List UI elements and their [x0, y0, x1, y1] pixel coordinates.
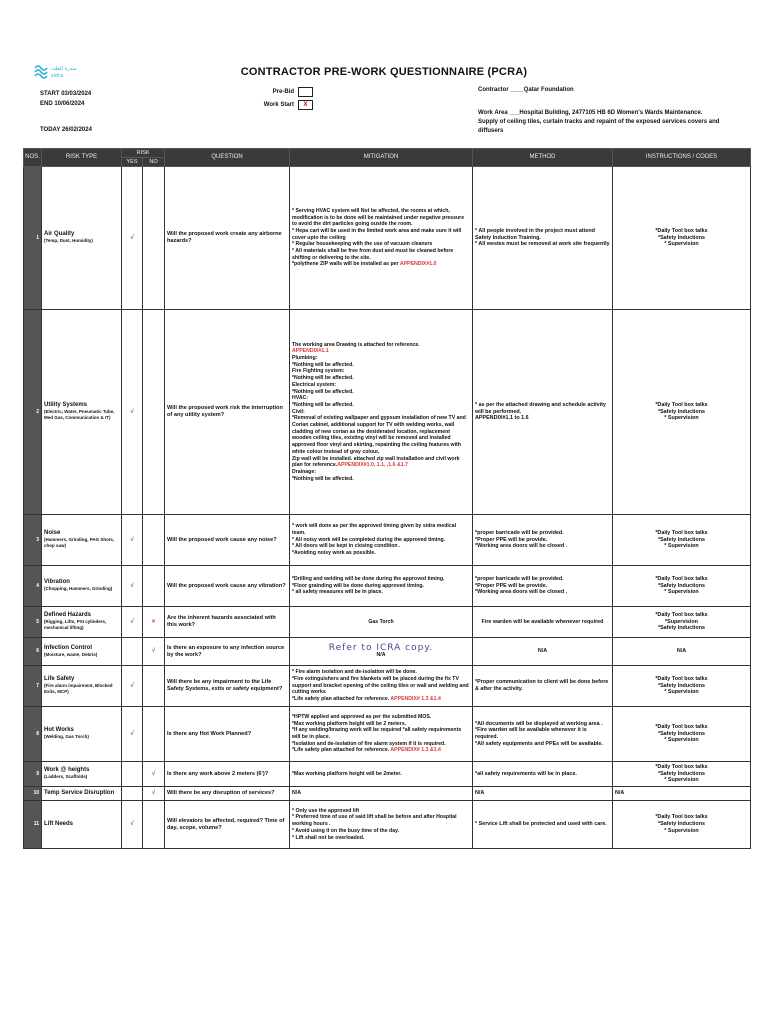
mitigation-tail: *Life safety plan attached for reference.	[292, 696, 391, 703]
mitigation-cell	[290, 167, 473, 310]
end-date: END 10/06/2024	[40, 101, 85, 107]
mitigation-line: *Nothing will be affected.	[292, 475, 354, 482]
row-number: 5	[24, 607, 42, 638]
risk-type-detail: (Electric, Water, Pneumatic Tube, Med Gas, Communication & IT)	[44, 408, 115, 421]
risk-yes-mark: √	[122, 707, 143, 762]
mitigation-line: Civil:	[292, 408, 305, 415]
risk-no-mark	[143, 566, 165, 607]
col-mitigation: MITIGATION	[290, 149, 473, 167]
risk-no-mark	[143, 707, 165, 762]
method-cell	[473, 638, 613, 666]
work-area-line2: Supply of ceiling tiles, curtain tracks and repaint of the exposed services covers and diffusers	[478, 119, 720, 134]
risk-type-cell	[42, 666, 122, 707]
prebid-label: Pre-Bid	[272, 88, 294, 95]
svg-text:sidra: sidra	[51, 73, 64, 79]
mitigation-line: *Nothing will be affected.	[292, 361, 354, 368]
mitigation-cell	[290, 310, 473, 515]
risk-table	[23, 148, 751, 849]
row-number: 8	[24, 707, 42, 762]
method-line: *Working area doors will be closed .	[475, 589, 568, 596]
question-cell: Is there any Hot Work Planned?	[165, 707, 290, 762]
svg-text:سدرة للطب: سدرة للطب	[51, 66, 77, 72]
question-cell: Will the proposed work create any airborne hazards?	[165, 167, 290, 310]
method-line: * All westes must be removed at work site frequently	[475, 241, 610, 248]
instruction-line: * Supervision	[664, 241, 699, 248]
instruction-line: *Daily Tool box talks	[655, 611, 708, 618]
page-title: CONTRACTOR PRE-WORK QUESTIONNAIRE (PCRA)	[240, 66, 528, 78]
col-risk-type: RISK TYPE	[42, 149, 122, 167]
mitigation-line: *Isolation and de-isolation of fire alarm system if it is required.	[292, 740, 446, 747]
instruction-line: *Safety Inductions	[657, 730, 706, 737]
risk-type-name: Work @ heights	[44, 767, 90, 774]
instruction-line: * Supervision	[664, 689, 699, 696]
mitigation-cell	[290, 801, 473, 849]
row-number: 10	[24, 787, 42, 801]
method-line: *Proper communication to client will be done before & after the activity.	[475, 679, 609, 692]
risk-type-detail: (Ladders, Scaffolds)	[44, 774, 88, 779]
mitigation-intro: The working area Drawing is attached for reference.	[292, 341, 420, 348]
table-row	[24, 787, 751, 801]
instruction-line: *Safety Inductions	[657, 821, 706, 828]
instruction-line: * Supervision	[664, 589, 699, 596]
method-line: *Proper PPE will be provide.	[475, 536, 548, 543]
risk-type-cell	[42, 638, 122, 666]
mitigation-line: Plumbing:	[292, 355, 318, 362]
instruction-line: *Safety Inductions	[657, 682, 706, 689]
instructions-cell	[613, 762, 751, 787]
mitigation-line: *Fire extinguishers and fire blankets will be placed during the fix TV support and bracket opening of the ceiling tiles or wall and welding and cutting works	[292, 675, 469, 696]
instruction-line: *Daily Tool box talks	[655, 227, 708, 234]
col-yes: YES	[122, 158, 143, 167]
risk-yes-mark: √	[122, 566, 143, 607]
instruction-line: *Daily Tool box talks	[655, 723, 708, 730]
instruction-line: *Safety Inductions	[657, 625, 706, 632]
instructions-cell	[613, 566, 751, 607]
risk-type-detail: (Temp, Dust, Humidity)	[44, 238, 93, 243]
question-cell: Will there be any disruption of services?	[165, 787, 290, 801]
table-row	[24, 666, 751, 707]
risk-type-cell	[42, 167, 122, 310]
table-row	[24, 638, 751, 666]
question-cell: Will elevators be affected, required? Time of day, scope, volume?	[165, 801, 290, 849]
method-line: * as per the attached drawing and schedule activity will be performed.	[475, 401, 606, 415]
mitigation-cell	[290, 666, 473, 707]
phase-checkboxes	[258, 85, 313, 111]
instructions-cell	[613, 607, 751, 638]
instruction-line: *Safety Inductions	[657, 582, 706, 589]
start-date: START 03/03/2024	[40, 91, 92, 97]
row-number: 3	[24, 515, 42, 566]
question-cell: Is there an exposure to any infection source by the work?	[165, 638, 290, 666]
col-no: NO	[143, 158, 165, 167]
instructions-cell	[613, 707, 751, 762]
risk-yes-mark: √	[122, 666, 143, 707]
question-cell: Is there any work above 2 meters (6')?	[165, 762, 290, 787]
instruction-line: *Safety Inductions	[657, 408, 706, 415]
mitigation-cell	[290, 607, 473, 638]
method-line: APPENDIX#1.1 to 1.6	[475, 415, 529, 422]
work-area	[478, 109, 744, 136]
risk-no-mark	[143, 515, 165, 566]
mitigation-line: *Removal of existing wallpaper and gypsum installation of new TV and Corian cabinet, additional support for TV with welding works, wall cladding of new corian as the desiderated location, replacement wooden ceiling tiles, existing vinyl will be removed and installed approved floor vinyl and skirting, repainting the ceiling features with white colour instead of gray colour,	[292, 415, 466, 455]
mitigation-line: *Nothing will be affected.	[292, 401, 354, 408]
mitigation-line: Drainage:	[292, 468, 316, 475]
method-line: * All people involved in the project must attend Safety Induction Training.	[475, 227, 595, 241]
contractor-field: Contractor ____Qatar Foundation	[478, 87, 574, 93]
risk-no-mark: √	[143, 762, 165, 787]
risk-yes-mark	[122, 638, 143, 666]
mitigation-line	[292, 696, 470, 703]
method-line: *Working area doors will be closed .	[475, 543, 568, 550]
instruction-line: N/A	[676, 648, 687, 655]
question-cell: Will there be any impairment to the Life Safety Systems, exits or safety equipment?	[165, 666, 290, 707]
appendix-ref: APPENDIX#1.0	[399, 261, 437, 268]
instruction-line: *Daily Tool box talks	[655, 401, 708, 408]
risk-no-mark	[143, 310, 165, 515]
workstart-label: Work Start	[263, 101, 294, 108]
col-method: METHOD	[473, 149, 613, 167]
risk-type-detail: (Hammers, Grinding, PAG Shots, chop saw)	[44, 536, 115, 549]
mitigation-line: * All doors will be kept in closing condition .	[292, 543, 401, 550]
risk-type-detail: (Moisture, waste, Debris)	[44, 651, 98, 657]
prebid-checkbox[interactable]	[298, 87, 313, 97]
mitigation-line: HVAC:	[292, 395, 309, 402]
mitigation-cell	[290, 566, 473, 607]
question-cell: Are the inherent hazards associated with this work?	[165, 607, 290, 638]
table-row	[24, 707, 751, 762]
date-block	[40, 89, 91, 109]
instructions-cell	[613, 310, 751, 515]
mitigation-line: *Avoiding noisy work as possible.	[292, 550, 376, 557]
risk-no-mark	[143, 801, 165, 849]
handwritten-note: Refer to ICRA copy.	[328, 642, 434, 653]
risk-type-cell	[42, 566, 122, 607]
risk-type-cell	[42, 707, 122, 762]
row-number: 11	[24, 801, 42, 849]
work-area-line1: Work Area ___Hospital Building, 2477105 HB 6D Women's Wards Maintenance.	[478, 110, 703, 116]
risk-type-name: Vibration	[44, 579, 70, 586]
instruction-line: * Supervision	[664, 543, 699, 550]
mitigation-line: * Fire alarm isolation and de-isolation will be done.	[292, 669, 417, 676]
appendix-ref: APPENDIX# 1.3 &1.4	[390, 747, 441, 754]
risk-yes-mark: √	[122, 607, 143, 638]
risk-type-detail: (Rigging, Lifts, PSI cylinders, mechanical lifting)	[44, 618, 107, 631]
mitigation-line: *Max working platform height will be 2 meters.	[292, 720, 407, 727]
instruction-line: * Supervision	[664, 777, 699, 784]
risk-type-name: Noise	[44, 529, 61, 536]
risk-type-cell	[42, 607, 122, 638]
mitigation-cell	[290, 762, 473, 787]
mitigation-line: * All noisy work will be completed during the approved timing.	[292, 536, 446, 543]
question-cell: Will the proposed work cause any vibration?	[165, 566, 290, 607]
table-row	[24, 515, 751, 566]
mitigation-line	[292, 261, 470, 268]
workstart-checkbox[interactable]: X	[298, 100, 313, 110]
appendix-ref: APPENDIX# 1.3 &1.4	[390, 696, 441, 703]
row-number: 6	[24, 638, 42, 666]
mitigation-line: * Hepa cart will be used in the limited work area and make sure it will cover upto the ceiling	[292, 227, 462, 241]
method-line: *all safety requirements will be in place.	[475, 770, 577, 777]
row-number: 9	[24, 762, 42, 787]
mitigation-line: Fire Fighting system:	[292, 368, 345, 375]
appendix-ref: APPENDIX#1.1	[292, 348, 329, 355]
mitigation-line: * Only use the approved lift	[292, 807, 360, 814]
table-row	[24, 310, 751, 515]
risk-type-cell	[42, 801, 122, 849]
mitigation-line: *HPTW applied and approved as per the submitted MOS.	[292, 713, 432, 720]
method-cell	[473, 707, 613, 762]
mitigation-line: *Nothing will be affected.	[292, 388, 354, 395]
row-number: 7	[24, 666, 42, 707]
risk-no-mark	[143, 167, 165, 310]
row-number: 4	[24, 566, 42, 607]
instruction-line: *Supervision	[665, 618, 698, 625]
method-line: *proper barricade will be provided.	[475, 529, 564, 536]
instruction-line: *Safety Inductions	[657, 770, 706, 777]
method-cell	[473, 801, 613, 849]
question-cell: Will the proposed work cause any noise?	[165, 515, 290, 566]
question-cell: Will the proposed work risk the interruption of any utility system?	[165, 310, 290, 515]
mitigation-value: N/A	[376, 651, 386, 658]
mitigation-line: N/A	[292, 790, 301, 797]
instructions-cell	[613, 666, 751, 707]
method-cell	[473, 167, 613, 310]
table-row	[24, 566, 751, 607]
mitigation-cell	[290, 787, 473, 801]
mitigation-value: Gas Torch	[368, 618, 394, 625]
risk-type-name: Infection Control	[44, 644, 92, 651]
method-cell	[473, 666, 613, 707]
instruction-value: N/A	[615, 790, 625, 797]
mitigation-line: *Floor grainding will be done during approved timing.	[292, 582, 424, 589]
method-line: *All safety equipments and PPEs will be available.	[475, 740, 603, 747]
table-row	[24, 801, 751, 849]
row-number: 1	[24, 167, 42, 310]
risk-type-cell	[42, 310, 122, 515]
method-cell	[473, 515, 613, 566]
method-line: *All documents will be displayed at working area .	[475, 720, 603, 727]
risk-type-cell	[42, 787, 122, 801]
method-line: * Service Lift shall be protected and used with care.	[475, 821, 607, 828]
table-row	[24, 167, 751, 310]
risk-type-cell	[42, 515, 122, 566]
mitigation-tail: *Life safety plan attached for reference.	[292, 747, 391, 754]
mitigation-line: * All materials shall be free from dust and must be cleaned before shifting or delivering to the site.	[292, 248, 454, 261]
risk-no-mark	[143, 666, 165, 707]
table-row	[24, 762, 751, 787]
mitigation-cell	[290, 638, 473, 666]
risk-yes-mark: √	[122, 515, 143, 566]
risk-yes-mark: √	[122, 167, 143, 310]
risk-type-name: Lift Needs	[44, 821, 74, 828]
mitigation-line: * all safety measures will be in place.	[292, 589, 383, 596]
method-cell	[473, 762, 613, 787]
col-question: QUESTION	[165, 149, 290, 167]
mitigation-line: *Max working platform height will be 2meter.	[292, 770, 402, 777]
method-cell	[473, 787, 613, 801]
mitigation-line: Electrical system:	[292, 381, 337, 388]
appendix-ref: APPENDIX#1.0, 1.1, ,1.6 &1.7	[337, 462, 408, 469]
risk-no-mark: ×	[143, 607, 165, 638]
mitigation-line: *Nothing will be affected.	[292, 375, 354, 382]
mitigation-line	[292, 747, 470, 754]
mitigation-tail: *polythene ZIP walls will be installed as per	[292, 261, 400, 268]
method-cell	[473, 566, 613, 607]
instruction-line: *Safety Inductions	[657, 536, 706, 543]
method-line: *Fire warden will be available whenever it is required.	[475, 727, 587, 740]
method-cell	[473, 310, 613, 515]
mitigation-line: * Serving HVAC system will Not be affected, the rooms at which, modification is to be done will be maintained under negative pressure to avoid the dirt particles going ouside the room.	[292, 207, 465, 228]
risk-type-detail: (Welding, Gas Torch)	[44, 734, 89, 739]
instruction-line: *Daily Tool box talks	[655, 529, 708, 536]
risk-type-name: Temp Service Disruption	[44, 790, 115, 797]
method-value: Fire warden will be available whenever required	[481, 618, 604, 625]
mitigation-cell	[290, 707, 473, 762]
instruction-line: * Supervision	[664, 737, 699, 744]
method-line: *Proper PPE will be provide.	[475, 582, 548, 589]
mitigation-line: *Drilling and welding will be done during the approved timing.	[292, 575, 445, 582]
mitigation-line: *If any welding/brazing work will be required *all safety requirements will be in place.	[292, 727, 462, 740]
risk-type-name: Utility Systems	[44, 401, 88, 408]
today-date: TODAY 26/02/2024	[40, 127, 92, 133]
mitigation-tail: Zip wall will be installed. attached zip wall installation and civil work plan for reference.	[292, 455, 460, 469]
risk-type-detail: (Chopping, Hammers, Grinding)	[44, 586, 113, 591]
risk-yes-mark	[122, 787, 143, 801]
risk-type-detail: (Fire alarm impairment, Blocked Exits, MCP)	[44, 682, 113, 695]
method-line: *proper barricade will be provided.	[475, 575, 564, 582]
risk-type-cell	[42, 762, 122, 787]
instruction-line: *Daily Tool box talks	[655, 763, 708, 770]
instruction-line: *Daily Tool box talks	[655, 814, 708, 821]
risk-type-name: Hot Works	[44, 727, 74, 734]
table-row	[24, 607, 751, 638]
col-risk: RISK	[122, 149, 165, 158]
instructions-cell	[613, 515, 751, 566]
method-cell	[473, 607, 613, 638]
instruction-line: * Supervision	[664, 827, 699, 834]
instruction-line: *Safety Inductions	[657, 234, 706, 241]
risk-no-mark: √	[143, 638, 165, 666]
mitigation-line	[292, 456, 470, 469]
instruction-line: * Supervision	[664, 415, 699, 422]
col-instructions: INSTRUCTIONS / CODES	[613, 149, 751, 167]
risk-yes-mark	[122, 762, 143, 787]
risk-no-mark: √	[143, 787, 165, 801]
instructions-cell	[613, 801, 751, 849]
risk-type-name: Air Quality	[44, 231, 75, 238]
mitigation-cell	[290, 515, 473, 566]
risk-type-name: Defined Hazards	[44, 611, 92, 618]
instructions-cell	[613, 638, 751, 666]
mitigation-line: * work will done as per the approved timing given by sidra medical team.	[292, 523, 457, 536]
method-value: N/A	[537, 648, 548, 655]
risk-yes-mark: √	[122, 801, 143, 849]
mitigation-line: * Regular housekeeping with the use of vacuum cleaners	[292, 241, 433, 248]
col-nos: NOS.	[24, 149, 42, 167]
instructions-cell	[613, 167, 751, 310]
row-number: 2	[24, 310, 42, 515]
instructions-cell	[613, 787, 751, 801]
mitigation-line: * Preferred time of use of said lift shall be before and after Hospital working hours .	[292, 814, 457, 828]
instruction-line: *Daily Tool box talks	[655, 675, 708, 682]
mitigation-line: * Avoid using it on the busy time of the day.	[292, 827, 400, 834]
mitigation-line: * Lift shall not be overloaded.	[292, 834, 365, 841]
risk-type-name: Life Safety	[44, 675, 75, 682]
instruction-line: *Daily Tool box talks	[655, 575, 708, 582]
method-line: N/A	[475, 790, 485, 797]
risk-yes-mark: √	[122, 310, 143, 515]
